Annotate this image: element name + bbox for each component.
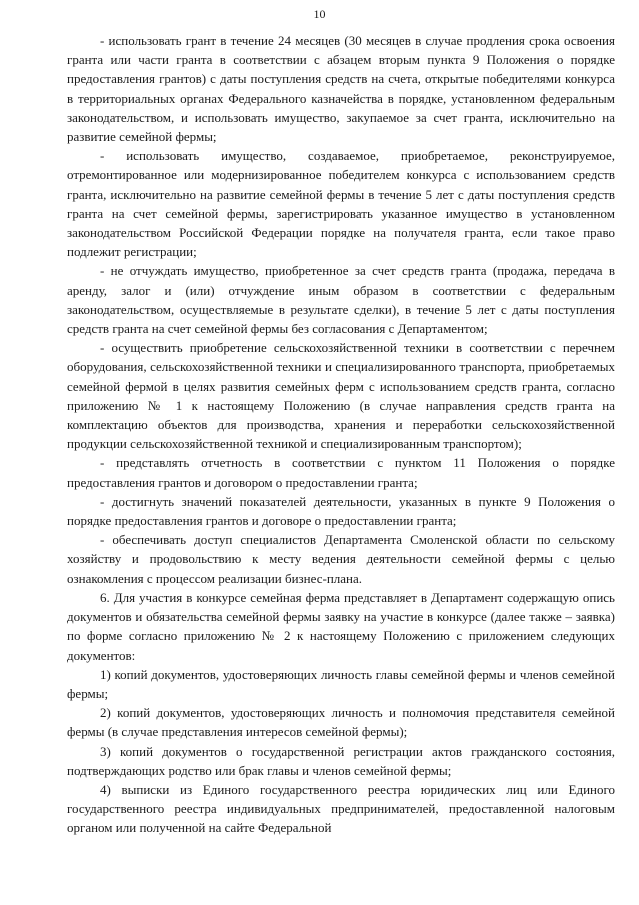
- paragraph: - использовать грант в течение 24 месяцев (30 месяцев в случае продления срока освоения гранта или части гранта в соответствии с абзацем вторым пункта 9 Положения о порядке предоставления грантов) с даты поступления средств на счета, открытые победителями конкурса в территориальных органах Федерального казначейства в порядке, установленном федеральным законодательством, и использовать имущество, закупаемое за счет гранта, исключительно на развитие семейной фермы;: [67, 33, 615, 145]
- paragraph: 4) выписки из Единого государственного реестра юридических лиц или Единого государственного реестра индивидуальных предпринимателей, предоставленной налоговым органом или полученной на сайте Федеральной: [67, 781, 615, 836]
- paragraph: - осуществить приобретение сельскохозяйственной техники в соответствии с перечнем оборудования, сельскохозяйственной техники и специализированного транспорта, приобретаемых семейной фермой в целях развития семейных ферм с использованием средств гранта, согласно приложению № 1 к настоящему Положению (в случае направления средств гранта на комплектацию объектов для производства, хранения и переработки сельскохозяйственной продукции сельскохозяйственной техникой и специализированным транспортом);: [67, 340, 615, 452]
- paragraph: 2) копий документов, удостоверяющих личность и полномочия представителя семейной фермы (в случае представления интересов семейной фермы);: [67, 705, 615, 740]
- paragraph: 6. Для участия в конкурсе семейная ферма представляет в Департамент содержащую опись документов и обязательства семейной фермы заявку на участие в конкурсе (далее также – заявка) по форме согласно приложению № 2 к настоящему Положению с приложением следующих документов:: [67, 589, 615, 663]
- paragraph: - не отчуждать имущество, приобретенное за счет средств гранта (продажа, передача в аренду, залог и (или) отчуждение иным образом в соответствии с федеральным законодательством, осуществляемые в результате сделки), в течение 5 лет с даты поступления средств гранта на счет семейной фермы без согласования с Департаментом;: [67, 263, 615, 337]
- paragraph: - использовать имущество, создаваемое, приобретаемое, реконструируемое, отремонтированное или модернизированное победителем конкурса с использованием средств гранта, исключительно на развитие семейной фермы в течение 5 лет с даты поступления средств гранта на счет семейной фермы, зарегистрировать указанное имущество в установленном законодательством Российской Федерации порядке на получателя гранта, если такое право подлежит регистрации;: [67, 148, 615, 260]
- paragraph: - представлять отчетность в соответствии с пунктом 11 Положения о порядке предоставления грантов и договором о предоставлении гранта;: [67, 455, 615, 490]
- paragraph: - обеспечивать доступ специалистов Департамента Смоленской области по сельскому хозяйству и продовольствию к месту ведения деятельности семейной фермы с целью ознакомления с процессом реализации бизнес-плана.: [67, 532, 615, 586]
- document-body: [67, 31, 615, 838]
- paragraph: - достигнуть значений показателей деятельности, указанных в пункте 9 Положения о порядке предоставления грантов и договоре о предоставлении гранта;: [67, 493, 615, 529]
- paragraph: 3) копий документов о государственной регистрации актов гражданского состояния, подтверждающих родство или брак главы и членов семейной фермы;: [67, 743, 615, 778]
- page-number: 10: [313, 7, 326, 21]
- paragraph: 1) копий документов, удостоверяющих личность главы семейной фермы и членов семейной фермы;: [67, 666, 615, 701]
